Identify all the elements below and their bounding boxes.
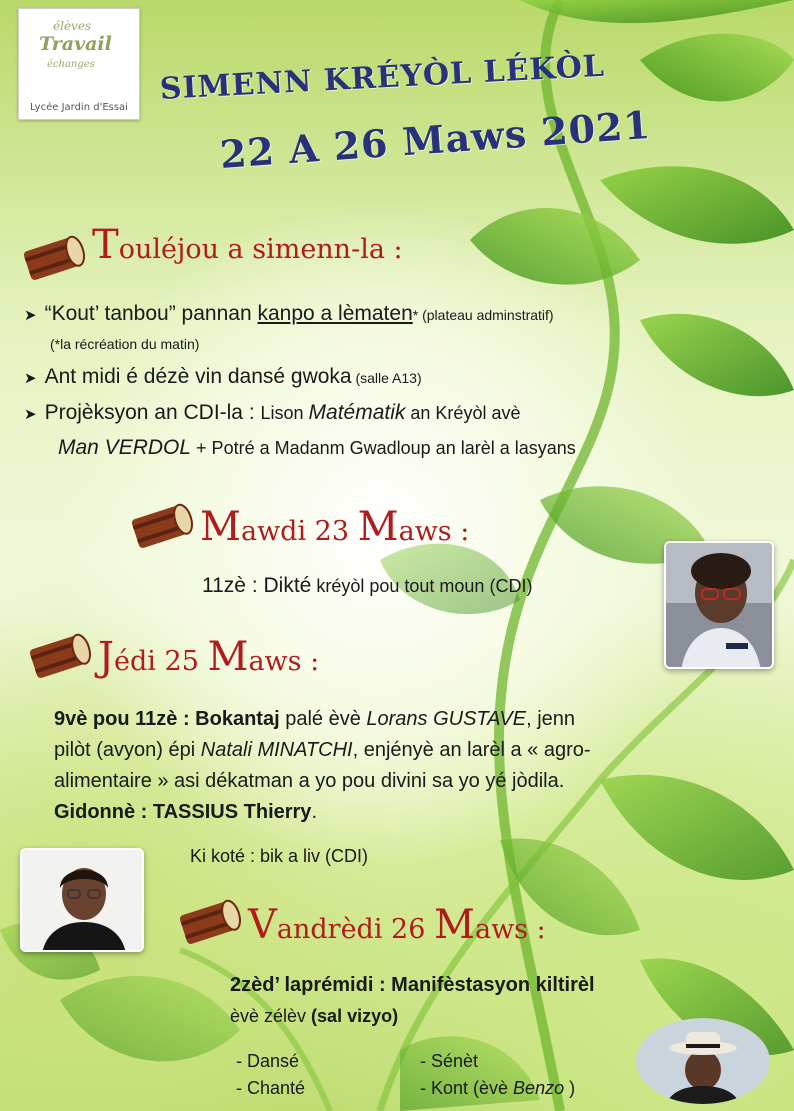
logo-word: Travail [39,33,112,55]
list-item: - Sénèt [420,1051,479,1071]
heading-all-week [92,222,403,268]
arrow-bullet-icon: ➤ [24,370,37,387]
drum-icon [122,500,196,552]
event-jedi: 9vè pou 11zè : Bokantaj palé èvè Lorans GUSTAVE, jenn pilòt (avyon) épi Natali MINATCHI, enjényè an larèl a « agro- alimentaire » asi dékatman a yo pou divini sa yo yé jòdila. Gidonnè : TASSIUS Thierry. [54,708,591,823]
list-item: - Chanté [236,1078,306,1098]
speaker-photo [636,1018,770,1104]
logo-caption: Lycée Jardin d'Essai [30,102,128,113]
logo-word: élèves [53,19,92,33]
list-item: ➤ Projèksyon an CDI-la : Lison Matématik an Kréyòl avè [24,401,521,424]
page-subtitle-dates: 22 A 26 Maws 2021 [218,101,653,177]
list-item-continued: Man VERDOL + Potré a Madanm Gwadloup an larèl a lasyans [58,436,576,459]
speaker-photo [664,541,774,669]
activity-list-left [236,1048,305,1102]
arrow-bullet-icon: ➤ [24,307,37,324]
drum-icon [170,896,244,948]
arrow-bullet-icon: ➤ [24,406,37,423]
heading-vandredi: Vandrèdi 26 Maws : [248,902,546,948]
page-title: SIMENN KRÉYÒL LÉKÒL [159,48,606,107]
footnote: (*la récréation du matin) [50,336,200,352]
speaker-photo [20,848,144,952]
list-item: - Kont (èvè Benzo ) [420,1078,576,1098]
list-item: ➤ “Kout’ tanbou” pannan kanpo a lèmaten* (plateau adminstratif) [24,302,554,325]
school-logo [18,8,140,120]
heading-initial: T [92,222,119,268]
event-location: Ki koté : bik a liv (CDI) [190,846,369,866]
heading-text: ouléjou a simenn-la : [118,234,403,265]
list-item: ➤ Ant midi é dézè vin dansé gwoka (salle A13) [24,365,422,388]
heading-jedi: Jédi 25 Maws : [98,634,320,680]
event-vandredi: 2zèd’ laprémidi : Manifèstasyon kiltirèl èvè zélèv (sal vizyo) [230,974,595,1026]
heading-mawdi: Mawdi 23 Maws : [200,504,470,550]
drum-icon [14,232,88,284]
logo-word: échanges [47,59,95,70]
event-mawdi: 11zè : Dikté kréyòl pou tout moun (CDI) [202,574,533,597]
activity-list-right [420,1048,575,1102]
drum-icon [20,630,94,682]
list-item: - Dansé [236,1051,300,1071]
